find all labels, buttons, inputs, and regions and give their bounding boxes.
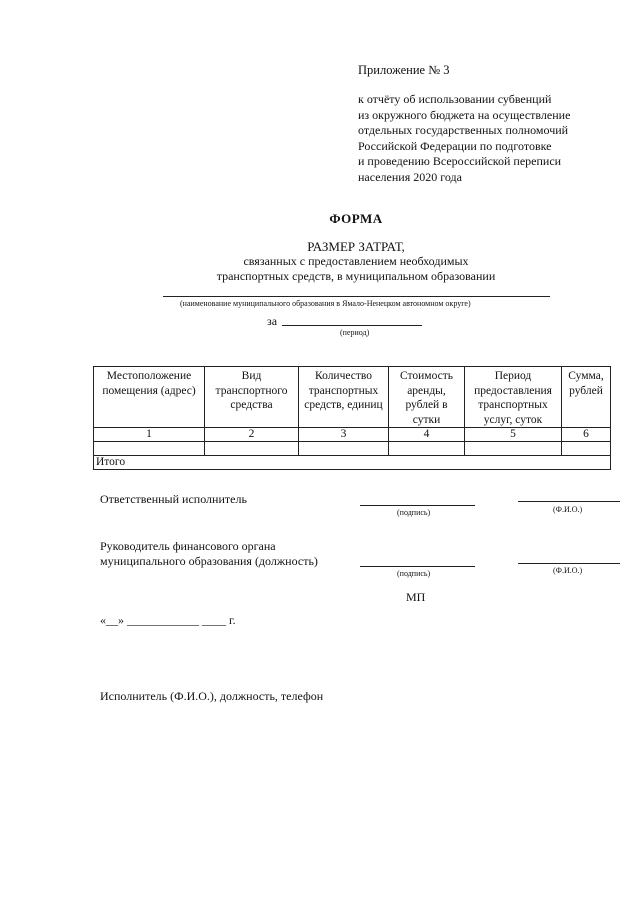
addressee-line: и проведению Всероссийской переписи (358, 154, 562, 169)
table-cell[interactable] (299, 442, 389, 456)
column-number: 6 (583, 428, 589, 440)
addressee-line: населения 2020 года (358, 169, 462, 184)
header-vehicle-type: Вид транспортного средства (205, 367, 299, 428)
responsible-signature-line[interactable] (360, 505, 475, 506)
column-number: 1 (146, 428, 152, 440)
header-vehicle-count: Количество транспортных средств, единиц (299, 367, 389, 428)
period-line[interactable] (282, 325, 422, 326)
responsible-name-hint: (Ф.И.О.) (553, 505, 583, 514)
table-cell[interactable] (562, 442, 611, 456)
subtitle-line: транспортных средств, в муниципальном образовании (216, 268, 496, 283)
municipality-name-line[interactable] (163, 296, 550, 297)
appendix-addressee (358, 92, 628, 186)
head-label-line2: муниципального образования (должность) (100, 554, 318, 568)
subtitle-line: связанных с предоставлением необходимых (243, 254, 469, 268)
addressee-line: отдельных государственных полномочий (358, 123, 569, 138)
table-cell[interactable] (465, 442, 562, 456)
table-cell[interactable] (389, 442, 465, 456)
addressee-line: к отчёту об использовании субвенций (358, 92, 552, 106)
period-prefix: за (267, 314, 278, 328)
costs-table (93, 366, 611, 470)
date-line[interactable]: «__» ____________ ____ г. (100, 613, 236, 627)
document-title: РАЗМЕР ЗАТРАТ, (307, 239, 405, 254)
head-name-hint: (Ф.И.О.) (553, 566, 583, 575)
column-number: 2 (248, 428, 255, 440)
head-label-line1: Руководитель финансового органа (100, 539, 276, 553)
responsible-label: Ответственный исполнитель (100, 492, 247, 506)
executor-line: Исполнитель (Ф.И.О.), должность, телефон (100, 689, 324, 703)
stamp-place: МП (406, 590, 426, 604)
header-sum: Сумма, рублей (562, 367, 611, 428)
column-number: 4 (423, 428, 430, 440)
form-heading: ФОРМА (329, 211, 383, 226)
total-label: Итого (94, 456, 611, 470)
municipality-hint: (наименование муниципального образования в Ямало-Ненецком автономном округе) (180, 299, 471, 308)
header-location: Местоположение помещения (адрес) (94, 367, 205, 428)
table-cell[interactable] (205, 442, 299, 456)
responsible-name-line[interactable] (518, 501, 620, 502)
header-rent-cost: Стоимость аренды, рублей в сутки (389, 367, 465, 428)
column-number: 5 (510, 428, 516, 440)
head-name-line[interactable] (518, 563, 620, 564)
table-cell[interactable] (94, 442, 205, 456)
period-hint: (период) (340, 328, 370, 337)
column-number: 3 (340, 428, 347, 440)
appendix-number: Приложение № 3 (358, 63, 450, 77)
table-row (94, 442, 611, 456)
table-number-row (94, 428, 611, 442)
document-subtitle (0, 254, 640, 283)
addressee-line: Российской Федерации по подготовке (358, 138, 552, 153)
responsible-signature-hint: (подпись) (397, 508, 431, 517)
header-service-period: Период предоставления транспортных услуг, суток (465, 367, 562, 428)
table-total-row (94, 456, 611, 470)
head-signature-hint: (подпись) (397, 569, 431, 578)
table-header-row (94, 367, 611, 428)
head-signature-line[interactable] (360, 566, 475, 567)
addressee-line: из окружного бюджета на осуществление (358, 107, 571, 122)
